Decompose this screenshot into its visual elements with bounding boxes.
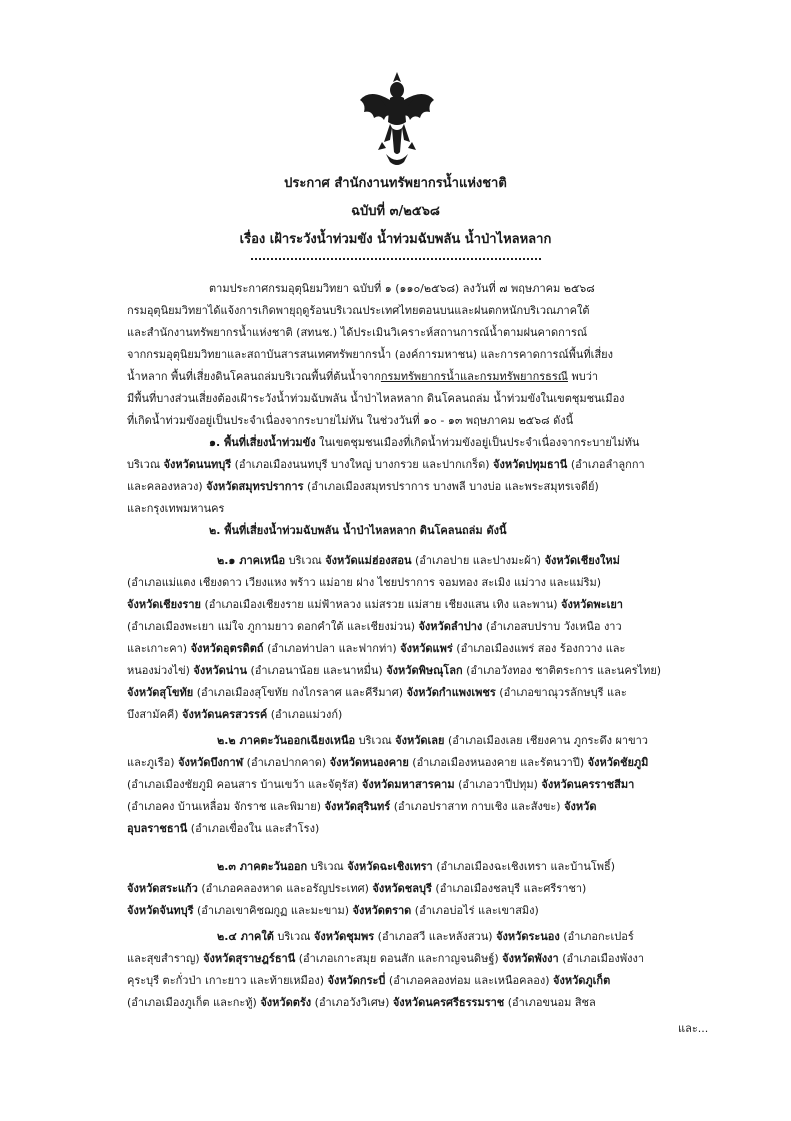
province-name: จังหวัดตราด	[352, 904, 412, 917]
text-run: (อำเภอเขาคิชฌกูฏ และมะขาม)	[193, 904, 353, 917]
text-run: (อำเภอเมืองเชียงราย แม่ฟ้าหลวง แม่สรวย แม่สาย เชียงแสน เทิง และพาน)	[200, 598, 562, 611]
subsection-heading: ๒.๑ ภาคเหนือ	[217, 554, 286, 567]
text-line	[127, 638, 713, 660]
section-1	[127, 432, 713, 520]
continuation-marker: และ...	[678, 1022, 709, 1035]
province-name: จังหวัดจันทบุรี	[127, 904, 194, 917]
text-line	[127, 878, 713, 900]
subsection-2-4	[127, 926, 713, 1014]
province-name: จังหวัดลำปาง	[418, 620, 483, 633]
text-line	[127, 432, 713, 454]
text-line: กรมอุตุนิยมวิทยาได้แจ้งการเกิดพายุฤดูร้อนบริเวณประเทศไทยตอนบนและฝนตกหนักบริเวณภาคใต้	[127, 304, 590, 317]
province-name: จังหวัดพะเยา	[561, 598, 623, 611]
text-run: หนองม่วงไข่)	[127, 664, 194, 677]
text-run: (อำเภอสบปราบ วังเหนือ งาว	[482, 620, 622, 633]
subsection-heading: ๒.๒ ภาคตะวันออกเฉียงเหนือ	[217, 734, 356, 747]
province-name: จังหวัดชลบุรี	[372, 882, 432, 895]
province-name: จังหวัดสุรินทร์	[324, 800, 391, 813]
province-name: จังหวัดแม่ฮ่องสอน	[325, 554, 412, 567]
province-name: จังหวัดแพร่	[400, 642, 453, 655]
text-run: (อำเภอบ่อไร่ และเขาสมิง)	[411, 904, 539, 917]
section-heading: ๒. พื้นที่เสี่ยงน้ำท่วมฉับพลัน น้ำป่าไหลหลาก ดินโคลนถล่ม ดังนี้	[209, 524, 507, 537]
subsection-heading: ๒.๔ ภาคใต้	[217, 930, 274, 943]
text-run: และภูเรือ)	[127, 756, 179, 769]
text-run: (อำเภอนาน้อย และนาหมื่น)	[247, 664, 387, 677]
text-line	[127, 550, 713, 572]
text-line	[127, 594, 713, 616]
section-heading: ๑. พื้นที่เสี่ยงน้ำท่วมขัง	[209, 436, 316, 449]
province-name: จังหวัดหนองคาย	[329, 756, 409, 769]
announcement-subject: เรื่อง เฝ้าระวังน้ำท่วมขัง น้ำท่วมฉับพลัน น้ำป่าไหลหลาก	[239, 232, 552, 247]
province-name: จังหวัด	[564, 800, 597, 813]
text-line	[127, 454, 713, 476]
province-name: จังหวัดกำแพงเพชร	[406, 686, 496, 699]
text-run: (อำเภอเมืองภูเก็ต และกะทู้)	[127, 996, 261, 1009]
province-name: จังหวัดสมุทรปราการ	[206, 480, 304, 493]
text-run: และเกาะคา)	[127, 642, 191, 655]
text-line	[127, 796, 713, 818]
province-name: จังหวัดบึงกาฬ	[178, 756, 244, 769]
text-line	[127, 730, 713, 752]
province-name: จังหวัดสุราษฎร์ธานี	[203, 952, 296, 965]
text-line: ตามประกาศกรมอุตุนิยมวิทยา ฉบับที่ ๑ (๑๑๐/๒๕๖๘) ลงวันที่ ๗ พฤษภาคม ๒๕๖๘	[209, 282, 595, 295]
text-run: (อำเภอปราสาท กาบเชิง และสังขะ)	[390, 800, 565, 813]
text-run: (อำเภอคลองท่อม และเหนือคลอง)	[385, 974, 554, 987]
text-run: (อำเภอคง บ้านเหลื่อม จักราช และพิมาย)	[127, 800, 325, 813]
province-name: จังหวัดนครราชสีมา	[541, 778, 635, 791]
text-run: (อำเภอลำลูกกา	[567, 458, 645, 471]
text-run: บริเวณ	[273, 930, 314, 943]
province-name: อุบลราชธานี	[127, 822, 188, 835]
province-name: จังหวัดอุตรดิตถ์	[190, 642, 264, 655]
text-run: (อำเภอคลองหาด และอรัญประเทศ)	[197, 882, 373, 895]
province-name: จังหวัดชุมพร	[313, 930, 375, 943]
text-run: (อำเภอท่าปลา และฟากท่า)	[263, 642, 401, 655]
text-line	[127, 992, 713, 1014]
text-line: (อำเภอแม่แตง เชียงดาว เวียงแหง พร้าว แม่อาย ฝาง ไชยปราการ จอมทอง สะเมิง แม่วาง และแม่ริม)	[127, 576, 602, 589]
text-run: (อำเภอปากคาด)	[243, 756, 330, 769]
text-run: (อำเภอกะเปอร์	[559, 930, 634, 943]
text-run: (อำเภอเมืองพะเยา แม่ใจ ภูกามยาว ดอกคำใต้ และเชียงม่วน)	[127, 620, 419, 633]
text-run: (อำเภอเมืองนนทบุรี บางใหญ่ บางกรวย และปากเกร็ด)	[231, 458, 494, 471]
text-run: (อำเภอเมืองพังงา	[558, 952, 645, 965]
garuda-emblem	[356, 70, 438, 168]
province-name: จังหวัดน่าน	[193, 664, 247, 677]
text-run: (อำเภอขนอม สิชล	[504, 996, 596, 1009]
province-name: จังหวัดตรัง	[260, 996, 312, 1009]
text-run: และคลองหลวง)	[127, 480, 207, 493]
text-line	[127, 366, 713, 388]
text-run: (อำเภอเมืองชลบุรี และศรีราชา)	[431, 882, 587, 895]
intro-paragraph	[127, 278, 713, 432]
subsection-heading: ๒.๓ ภาคตะวันออก	[217, 860, 308, 873]
text-line: และสำนักงานทรัพยากรน้ำแห่งชาติ (สทนช.) ได้ประเมินวิเคราะห์สถานการณ์น้ำตามฝนคาดการณ์	[127, 326, 588, 339]
text-run: (อำเภอเมืองชัยภูมิ คอนสาร บ้านเขว้า และจัตุรัส)	[127, 778, 362, 791]
province-name: จังหวัดสระแก้ว	[127, 882, 198, 895]
text-run: (อำเภอวังวิเศษ)	[311, 996, 393, 1009]
text-run: และสุขสำราญ)	[127, 952, 204, 965]
province-name: จังหวัดระนอง	[496, 930, 560, 943]
text-run: (อำเภอเมืองสมุทรปราการ บางพลี บางบ่อ และพระสมุทรเจดีย์)	[303, 480, 599, 493]
text-run: บริเวณ	[355, 734, 396, 747]
text-line	[127, 616, 713, 638]
text-line	[127, 752, 713, 774]
announcement-title: ประกาศ สำนักงานทรัพยากรน้ำแห่งชาติ	[284, 176, 507, 191]
text-line	[127, 926, 713, 948]
province-name: จังหวัดนครสวรรค์	[182, 708, 268, 721]
text-run: (อำเภอเมืองหนองคาย และรัตนวาปี)	[408, 756, 588, 769]
text-line	[127, 900, 713, 922]
province-name: จังหวัดมหาสารคาม	[361, 778, 455, 791]
text-run: (อำเภอวังทอง ชาติตระการ และนครไทย)	[462, 664, 662, 677]
province-name: จังหวัดฉะเชิงเทรา	[347, 860, 433, 873]
text-line	[127, 682, 713, 704]
text-line	[127, 476, 713, 498]
text-run: (อำเภอปาย และปางมะผ้า)	[411, 554, 545, 567]
province-name: จังหวัดพังงา	[502, 952, 559, 965]
text-line	[127, 704, 713, 726]
announcement-number: ฉบับที่ ๓/๒๕๖๘	[351, 204, 440, 219]
text-line	[127, 774, 713, 796]
province-name: จังหวัดเลย	[395, 734, 445, 747]
text-run: (อำเภอเกาะสมุย ดอนสัก และกาญจนดิษฐ์)	[295, 952, 503, 965]
province-name: จังหวัดพิษณุโลก	[386, 664, 463, 677]
province-name: จังหวัดปทุมธานี	[493, 458, 568, 471]
text-line	[127, 948, 713, 970]
province-name: จังหวัดกระบี่	[327, 974, 386, 987]
subsection-2-2	[127, 730, 713, 840]
text-line: จากกรมอุตุนิยมวิทยาและสถาบันสารสนเทศทรัพยากรน้ำ (องค์การมหาชน) และการคาดการณ์พื้นที่เสี่ยง	[127, 348, 613, 361]
text-run: (อำเภอขาณุวรลักษบุรี และ	[495, 686, 627, 699]
text-run: บริเวณ	[307, 860, 348, 873]
text-run: (อำเภอเมืองฉะเชิงเทรา และบ้านโพธิ์)	[432, 860, 616, 873]
province-name: จังหวัดสุโขทัย	[127, 686, 194, 699]
subsection-2-1	[127, 550, 713, 726]
text-line: ที่เกิดน้ำท่วมขังอยู่เป็นประจำเนื่องจากระบายไม่ทัน ในช่วงวันที่ ๑๐ - ๑๓ พฤษภาคม ๒๕๖๘ ดังนี้	[127, 414, 574, 427]
province-name: จังหวัดเชียงราย	[127, 598, 201, 611]
text-run: (อำเภอเมืองสุโขทัย กงไกรลาศ และคีรีมาศ)	[193, 686, 407, 699]
text-run: คุระบุรี ตะกั่วป่า เกาะยาว และท้ายเหมือง)	[127, 974, 328, 987]
province-name: จังหวัดชัยภูมิ	[587, 756, 649, 769]
subsection-2-3	[127, 856, 713, 922]
text-line: มีพื้นที่บางส่วนเสี่ยงต้องเฝ้าระวังน้ำท่วมฉับพลัน น้ำป่าไหลหลาก ดินโคลนถล่ม น้ำท่วมขังในเขตชุมชนเมือง	[127, 392, 625, 405]
section-2	[127, 520, 713, 542]
text-run: (อำเภอสวี และหลังสวน)	[374, 930, 497, 943]
text-line	[127, 660, 713, 682]
dotted-divider	[251, 258, 541, 260]
text-line: และกรุงเทพมหานคร	[127, 502, 225, 515]
text-run: (อำเภอแม่วงก์)	[267, 708, 343, 721]
text-run: น้ำหลาก พื้นที่เสี่ยงดินโคลนถล่มบริเวณพื้นที่ต้นน้ำจาก	[127, 370, 381, 383]
text-run: (อำเภอวาปีปทุม)	[454, 778, 542, 791]
province-name: จังหวัดนนทบุรี	[163, 458, 232, 471]
text-line	[127, 818, 713, 840]
agency-names-underlined: กรมทรัพยากรน้ำและกรมทรัพยากรธรณี	[380, 370, 568, 383]
text-run: บริเวณ	[285, 554, 326, 567]
text-line	[127, 970, 713, 992]
text-run: ในเขตชุมชนเมืองที่เกิดน้ำท่วมขังอยู่เป็นประจำเนื่องจากระบายไม่ทัน	[315, 436, 640, 449]
text-run: (อำเภอเมืองแพร่ สอง ร้องกวาง และ	[452, 642, 626, 655]
text-run: (อำเภอเขื่องใน และสำโรง)	[187, 822, 320, 835]
text-line	[127, 856, 713, 878]
text-run: บริเวณ	[127, 458, 164, 471]
province-name: จังหวัดภูเก็ต	[553, 974, 611, 987]
text-run: พบว่า	[567, 370, 599, 383]
province-name: จังหวัดเชียงใหม่	[544, 554, 620, 567]
text-run: (อำเภอเมืองเลย เชียงคาน ภูกระดึง ผาขาว	[444, 734, 648, 747]
text-run: บึงสามัคคี)	[127, 708, 182, 721]
province-name: จังหวัดนครศรีธรรมราช	[392, 996, 505, 1009]
